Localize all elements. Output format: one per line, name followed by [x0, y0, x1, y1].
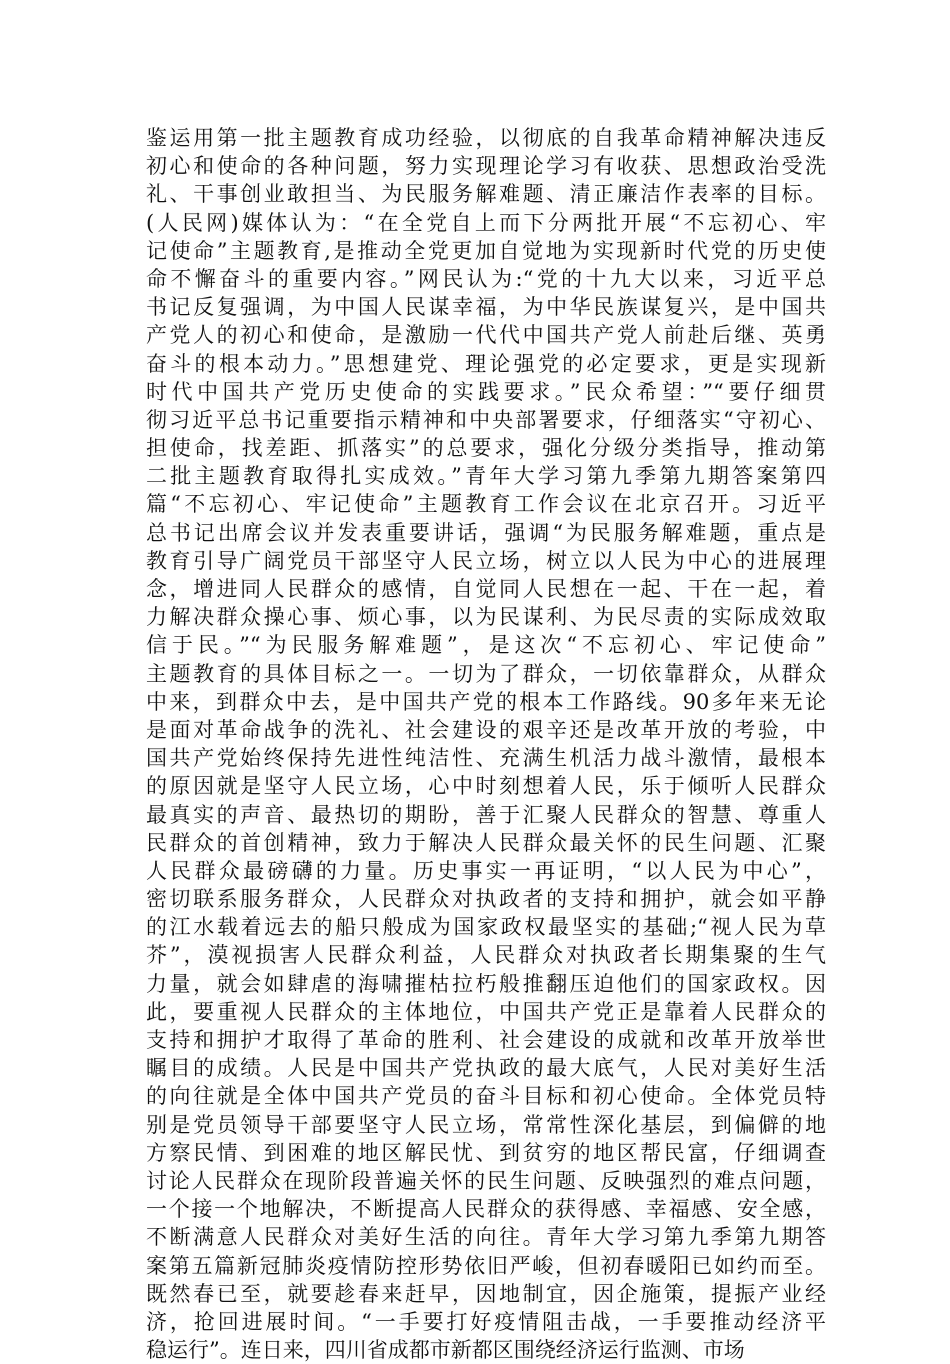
text-line: 中来，到群众中去，是中国共产党的根本工作路线。90多年来无论 [146, 689, 826, 714]
text-line: 书记反复强调，为中国人民谋幸福，为中华民族谋复兴，是中国共 [146, 295, 826, 320]
text-line: 命不懈奋斗的重要内容。”网民认为:“党的十九大以来，习近平总 [146, 266, 826, 291]
text-line: 案第五篇新冠肺炎疫情防控形势依旧严峻，但初春暖阳已如约而至。 [146, 1253, 826, 1278]
text-line: 时代中国共产党历史使命的实践要求。”民众希望：”“要仔细贯 [146, 379, 826, 404]
text-line: 济，抢回进展时间。“一手要打好疫情阻击战，一手要推动经济平 [146, 1309, 826, 1334]
text-line: 总书记出席会议并发表重要讲话，强调“为民服务解难题，重点是 [146, 520, 826, 545]
text-line: 最真实的声音、最热切的期盼，善于汇聚人民群众的智慧、尊重人 [146, 802, 826, 827]
text-line: 既然春已至，就要趁春来赶早，因地制宜，因企施策，提振产业经 [146, 1281, 826, 1306]
text-line: 的向往就是全体中国共产党员的奋斗目标和初心使命。全体党员特 [146, 1084, 826, 1109]
text-line: 国共产党始终保持先进性纯洁性、充满生机活力战斗激情，最根本 [146, 746, 826, 771]
text-line: 是面对革命战争的洗礼、社会建设的艰辛还是改革开放的考验，中 [146, 717, 826, 742]
text-line: 力解决群众操心事、烦心事，以为民谋利、为民尽责的实际成效取 [146, 605, 826, 630]
text-line: 稳运行”。连日来，四川省成都市新都区围绕经济运行监测、市场 [146, 1338, 745, 1363]
text-line: 的江水载着远去的船只般成为国家政权最坚实的基础;“视人民为草 [146, 915, 826, 940]
text-line: 不断满意人民群众对美好生活的向往。青年大学习第九季第九期答 [146, 1225, 826, 1250]
text-line: 篇“不忘初心、牢记使命”主题教育工作会议在北京召开。习近平 [146, 492, 826, 517]
text-line: 二批主题教育取得扎实成效。”青年大学习第九季第九期答案第四 [146, 464, 826, 489]
text-line: 密切联系服务群众，人民群众对执政者的支持和拥护，就会如平静 [146, 887, 826, 912]
text-line: 讨论人民群众在现阶段普遍关怀的民生问题、反映强烈的难点问题， [146, 1168, 826, 1193]
text-line: 一个接一个地解决，不断提高人民群众的获得感、幸福感、安全感， [146, 1197, 826, 1222]
text-line: 鉴运用第一批主题教育成功经验，以彻底的自我革命精神解决违反 [146, 126, 826, 150]
text-line: 力量，就会如肆虐的海啸摧枯拉朽般推翻压迫他们的国家政权。因 [146, 971, 826, 996]
text-line: 别是党员领导干部要坚守人民立场，常常性深化基层，到偏僻的地 [146, 1112, 826, 1137]
text-line: 礼、干事创业敢担当、为民服务解难题、清正廉洁作表率的目标。 [146, 182, 826, 207]
text-line: 瞩目的成绩。人民是中国共产党执政的最大底气，人民对美好生活 [146, 1056, 826, 1081]
text-line: 民群众的首创精神，致力于解决人民群众最关怀的民生问题、汇聚 [146, 830, 826, 855]
text-line: 人民群众最磅礴的力量。历史事实一再证明，“以人民为中心”， [146, 858, 826, 883]
text-line: 的原因就是坚守人民立场，心中时刻想着人民，乐于倾听人民群众 [146, 774, 826, 799]
text-line: 信于民。”“为民服务解难题”，是这次“不忘初心、牢记使命” [146, 633, 826, 658]
text-line: 教育引导广阔党员干部坚守人民立场，树立以人民为中心的进展理 [146, 548, 826, 573]
text-line: 方察民情、到困难的地区解民忧、到贫穷的地区帮民富，仔细调查 [146, 1140, 826, 1165]
text-line: 记使命”主题教育,是推动全党更加自觉地为实现新时代党的历史使 [146, 238, 826, 263]
text-line: (人民网)媒体认为：“在全党自上而下分两批开展“不忘初心、牢 [146, 210, 826, 235]
text-line: 此，要重视人民群众的主体地位，中国共产党正是靠着人民群众的 [146, 999, 826, 1024]
text-line: 担使命，找差距、抓落实”的总要求，强化分级分类指导，推动第 [146, 436, 826, 461]
text-line: 念，增进同人民群众的感情，自觉同人民想在一起、干在一起，着 [146, 577, 826, 601]
text-line: 初心和使命的各种问题，努力实现理论学习有收获、思想政治受洗 [146, 154, 826, 179]
text-line: 奋斗的根本动力。”思想建党、理论强党的必定要求，更是实现新 [146, 351, 826, 376]
text-line: 彻习近平总书记重要指示精神和中央部署要求，仔细落实“守初心、 [146, 407, 826, 432]
text-line: 主题教育的具体目标之一。一切为了群众，一切依靠群众，从群众 [146, 661, 826, 686]
text-line: 产党人的初心和使命，是激励一代代中国共产党人前赴后继、英勇 [146, 323, 826, 348]
text-line: 支持和拥护才取得了革命的胜利、社会建设的成就和改革开放举世 [146, 1028, 826, 1052]
text-line: 芥”，漠视损害人民群众利益，人民群众对执政者长期集聚的生气 [146, 943, 826, 968]
body-text [146, 124, 826, 1364]
